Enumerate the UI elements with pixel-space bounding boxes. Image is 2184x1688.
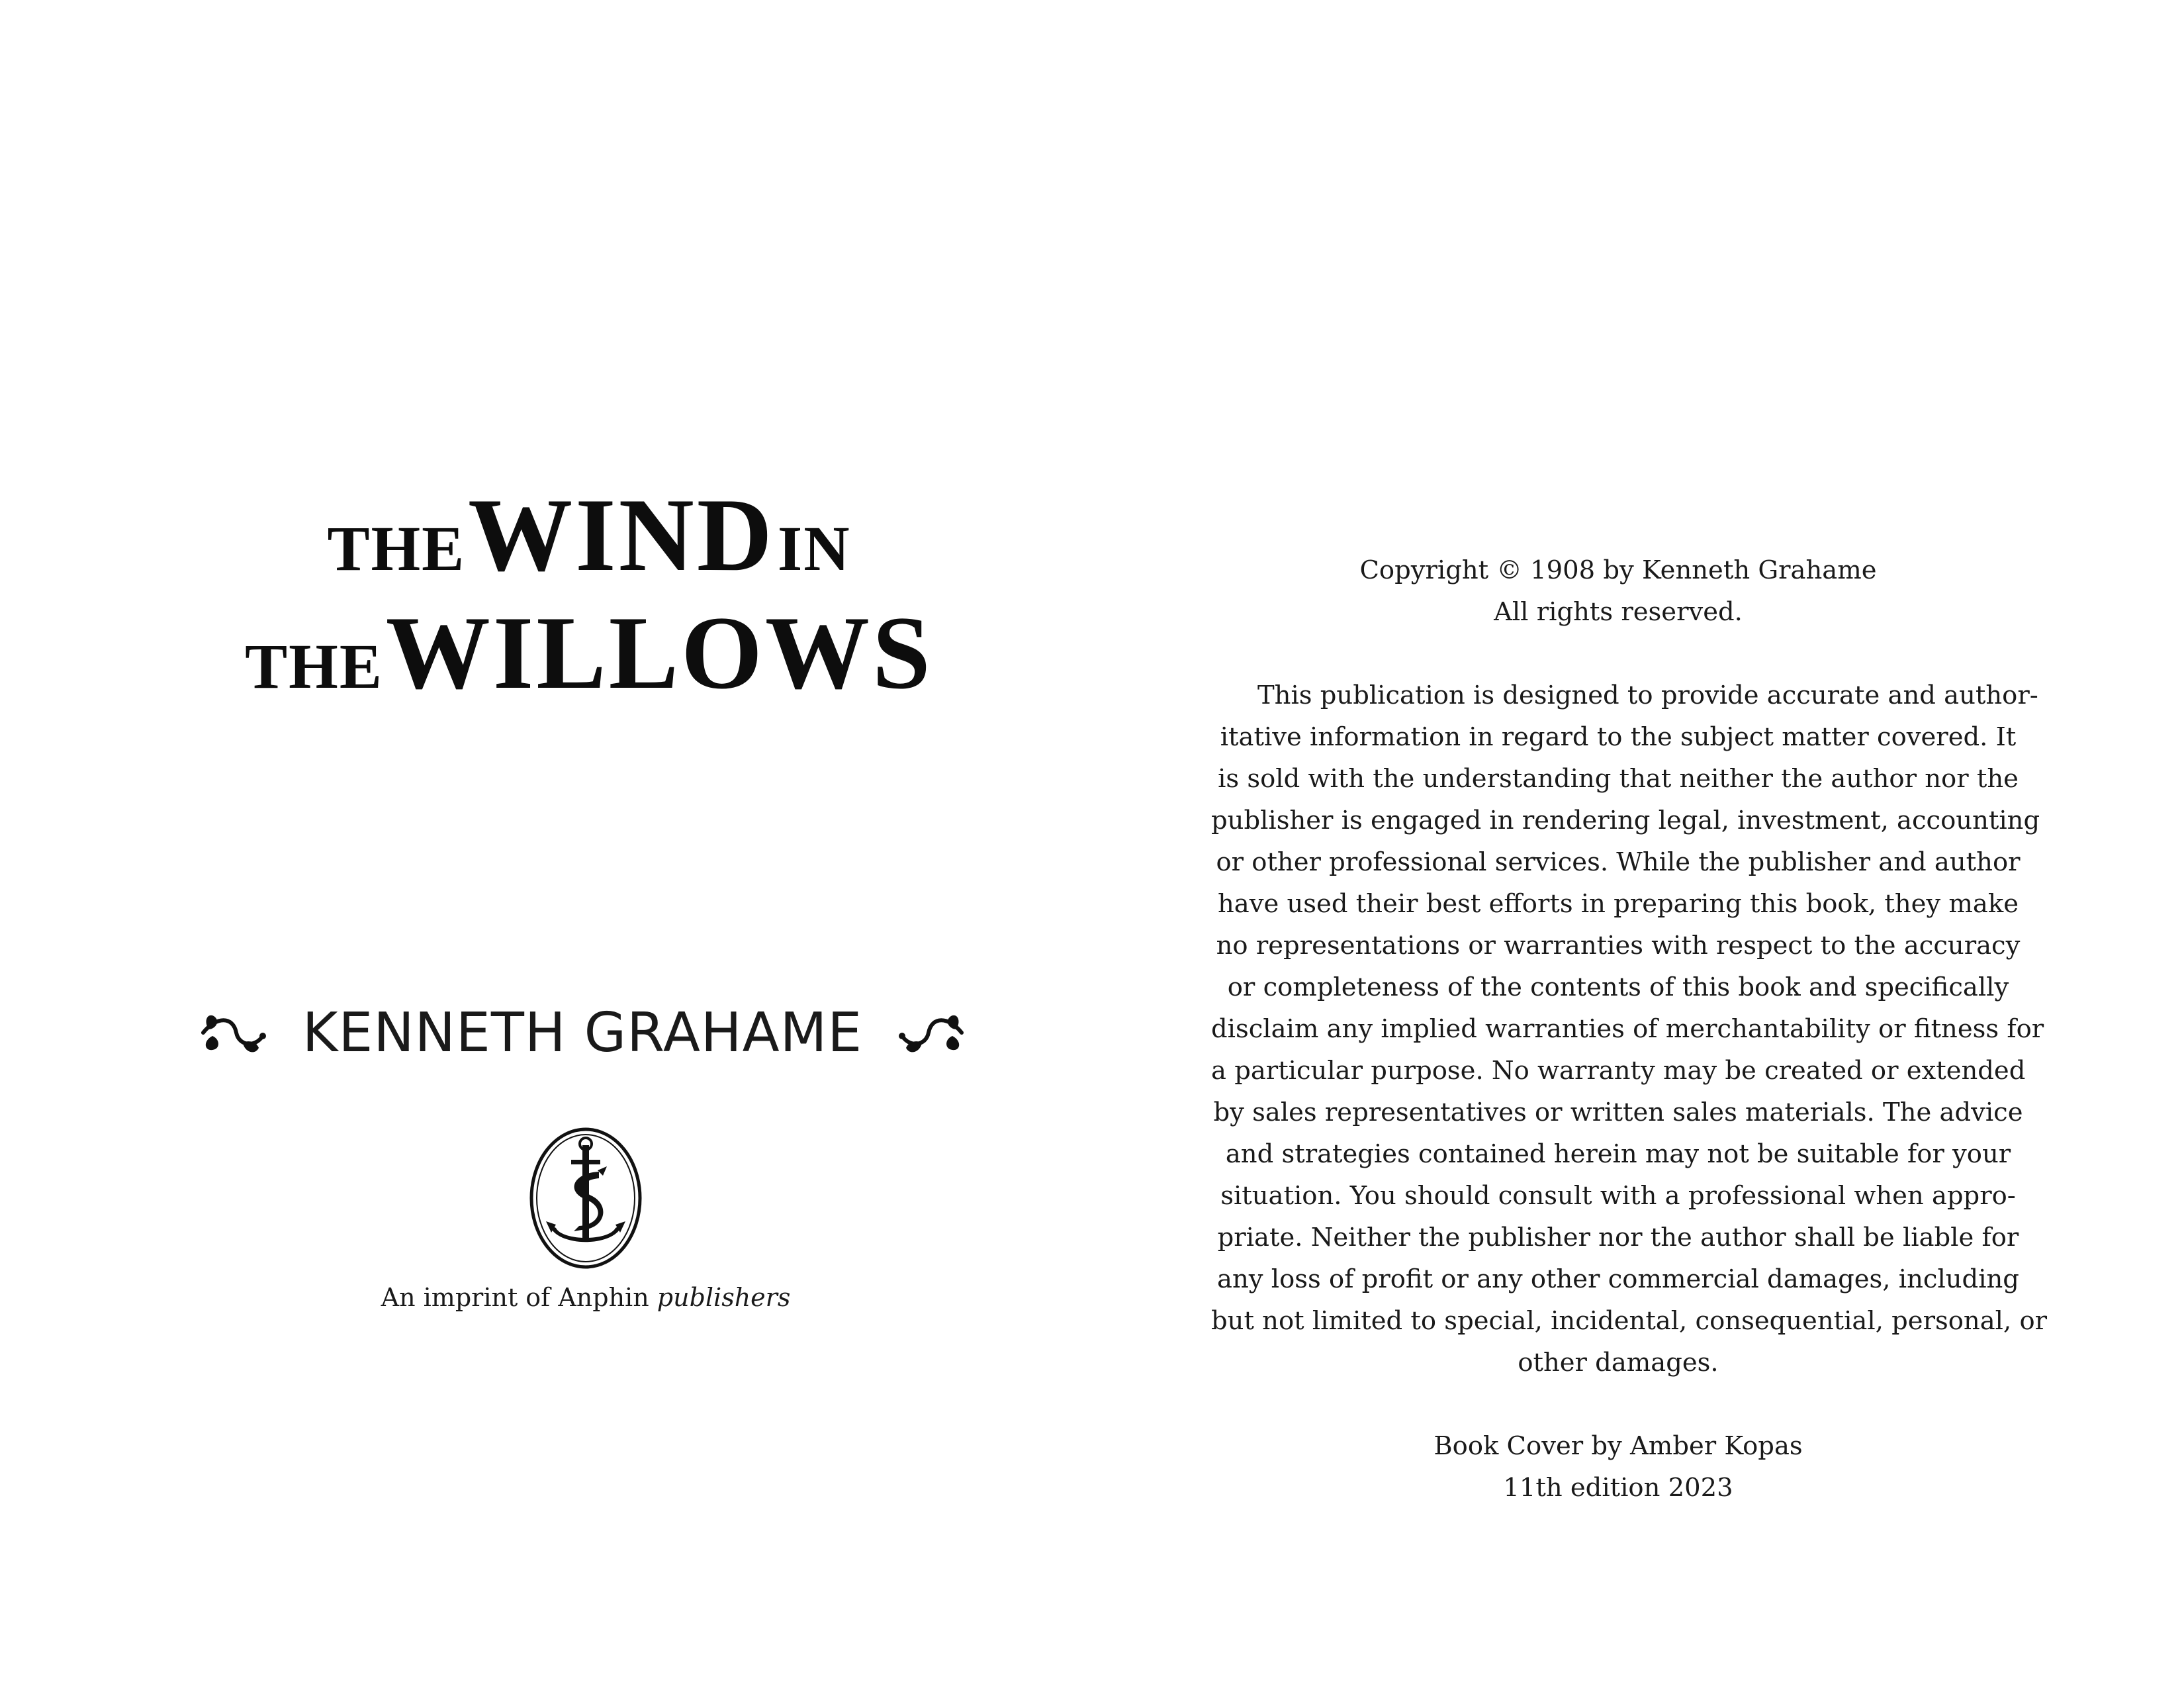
title-line-2 (199, 595, 979, 711)
spacer (1211, 633, 2025, 675)
disclaimer-line: This publication is designed to provide accurate and author- (1257, 680, 2038, 710)
disclaimer-line: or completeness of the contents of this book and specifically (1227, 972, 2009, 1002)
title-word-in: IN (777, 513, 851, 584)
disclaimer-line: or other professional services. While the publisher and author (1216, 847, 2021, 877)
anchor-dolphin-logo-icon (526, 1125, 645, 1271)
rights-reserved: All rights reserved. (1494, 597, 1743, 627)
disclaimer-line: itative information in regard to the subject matter covered. It (1220, 722, 2017, 752)
disclaimer-line: and strategies contained herein may not be suitable for your (1225, 1139, 2011, 1169)
disclaimer-line: other damages. (1518, 1348, 1719, 1378)
title-word-willows: WILLOWS (385, 595, 933, 711)
disclaimer-line: disclaim any implied warranties of merchantability or fitness for (1211, 1014, 2044, 1044)
disclaimer-line: but not limited to special, incidental, consequential, personal, or (1211, 1306, 2048, 1336)
imprint-line (265, 1283, 907, 1312)
copyright-notice: Copyright © 1908 by Kenneth Grahame (1359, 555, 1877, 585)
disclaimer-line: a particular purpose. No warranty may be created or extended (1211, 1056, 2026, 1086)
disclaimer-line: priate. Neither the publisher nor the author shall be liable for (1217, 1223, 2019, 1252)
title-word-the: THE (327, 513, 466, 584)
author-name: KENNETH GRAHAME (302, 1001, 863, 1064)
edition-info: 11th edition 2023 (1503, 1473, 1733, 1503)
disclaimer-line: by sales representatives or written sales materials. The advice (1213, 1098, 2023, 1127)
disclaimer-line: situation. You should consult with a professional when appro- (1220, 1181, 2016, 1211)
title-line-1 (199, 477, 979, 593)
imprint-publishers: publishers (657, 1283, 791, 1312)
vine-flourish-icon (895, 1003, 968, 1062)
imprint-prefix: An imprint of Anphin (381, 1283, 649, 1312)
disclaimer-line: have used their best efforts in preparing this book, they make (1217, 889, 2019, 919)
vine-flourish-icon (197, 1003, 269, 1062)
copyright-page (1211, 549, 2048, 1509)
book-title (199, 477, 979, 711)
disclaimer-line: no representations or warranties with respect to the accuracy (1216, 931, 2021, 961)
author-row (192, 986, 973, 1079)
title-word-wind: WIND (468, 477, 775, 593)
disclaimer-paragraph (1211, 675, 2048, 1383)
title-word-the-2: THE (245, 631, 383, 702)
disclaimer-line: any loss of profit or any other commercial damages, including (1217, 1264, 2019, 1294)
cover-credit: Book Cover by Amber Kopas (1433, 1431, 1803, 1461)
disclaimer-line: publisher is engaged in rendering legal, investment, accounting (1211, 806, 2040, 835)
spacer (1211, 1383, 2025, 1425)
disclaimer-line: is sold with the understanding that neither the author nor the (1218, 764, 2019, 794)
